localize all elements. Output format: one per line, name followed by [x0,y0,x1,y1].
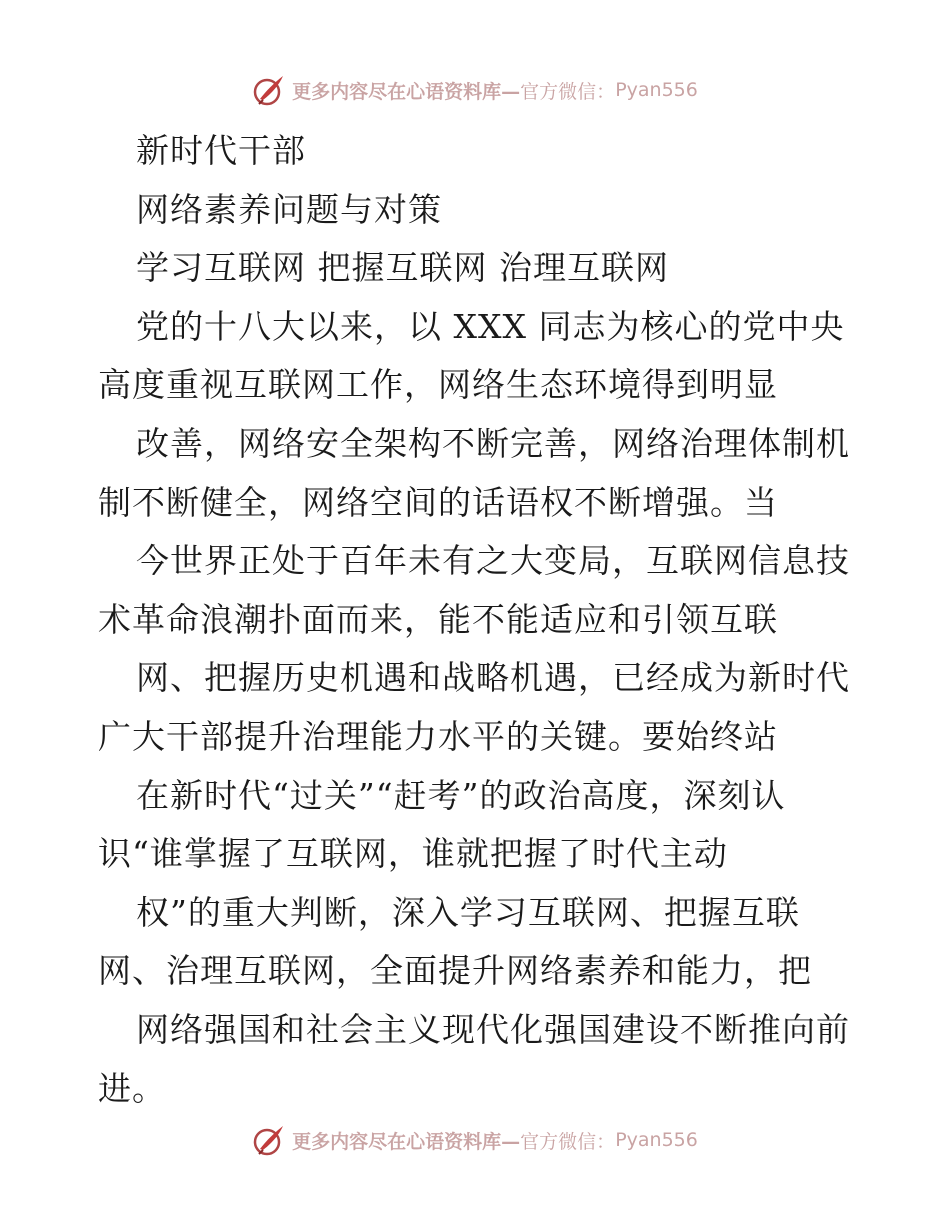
doc-text-line: 在新时代“过关”“赶考”的政治高度，深刻认 [136,775,786,815]
banner-wechat-label: 官方微信： [520,1130,616,1153]
footer-watermark-banner [0,1118,950,1162]
banner-wechat-label: 官方微信： [520,80,616,103]
document-body [98,122,858,1118]
quill-pen-logo-icon [252,1123,286,1157]
doc-text-line: 今世界正处于百年未有之大变局，互联网信息技 [136,541,850,581]
doc-text-line: 高度重视互联网工作，网络生态环境得到明显 [98,365,778,405]
doc-text-line: 权”的重大判断，深入学习互联网、把握互联 [136,892,800,932]
doc-text-line: 制不断健全，网络空间的话语权不断增强。当 [98,482,778,522]
banner-main-text: 更多内容尽在心语资料库— [292,1130,521,1153]
banner-wechat-id: Pyan556 [615,79,698,101]
quill-pen-logo-icon [252,73,286,107]
doc-text-line: 广大干部提升治理能力水平的关键。要始终站 [98,716,778,756]
banner-main-text: 更多内容尽在心语资料库— [292,80,521,103]
doc-title-line-2: 网络素养问题与对策 [136,189,442,229]
doc-text-line: 识“谁掌握了互联网，谁就把握了时代主动 [98,834,728,874]
doc-text-line: 改善，网络安全架构不断完善，网络治理体制机 [136,423,850,463]
doc-text-line: 党的十八大以来，以 XXX 同志为核心的党中央 [136,306,845,346]
doc-text-line: 网、把握历史机遇和战略机遇，已经成为新时代 [136,658,850,698]
doc-subtitle-line: 学习互联网 把握互联网 治理互联网 [136,248,669,288]
doc-text-line: 网络强国和社会主义现代化强国建设不断推向前 [136,1009,850,1049]
banner-wechat-id: Pyan556 [615,1129,698,1151]
doc-text-line: 网、治理互联网，全面提升网络素养和能力，把 [98,951,812,991]
doc-text-line: 进。 [98,1068,166,1108]
doc-text-line: 术革命浪潮扑面而来，能不能适应和引领互联 [98,599,778,639]
doc-title-line-1: 新时代干部 [136,131,306,170]
header-watermark-banner [0,68,950,112]
